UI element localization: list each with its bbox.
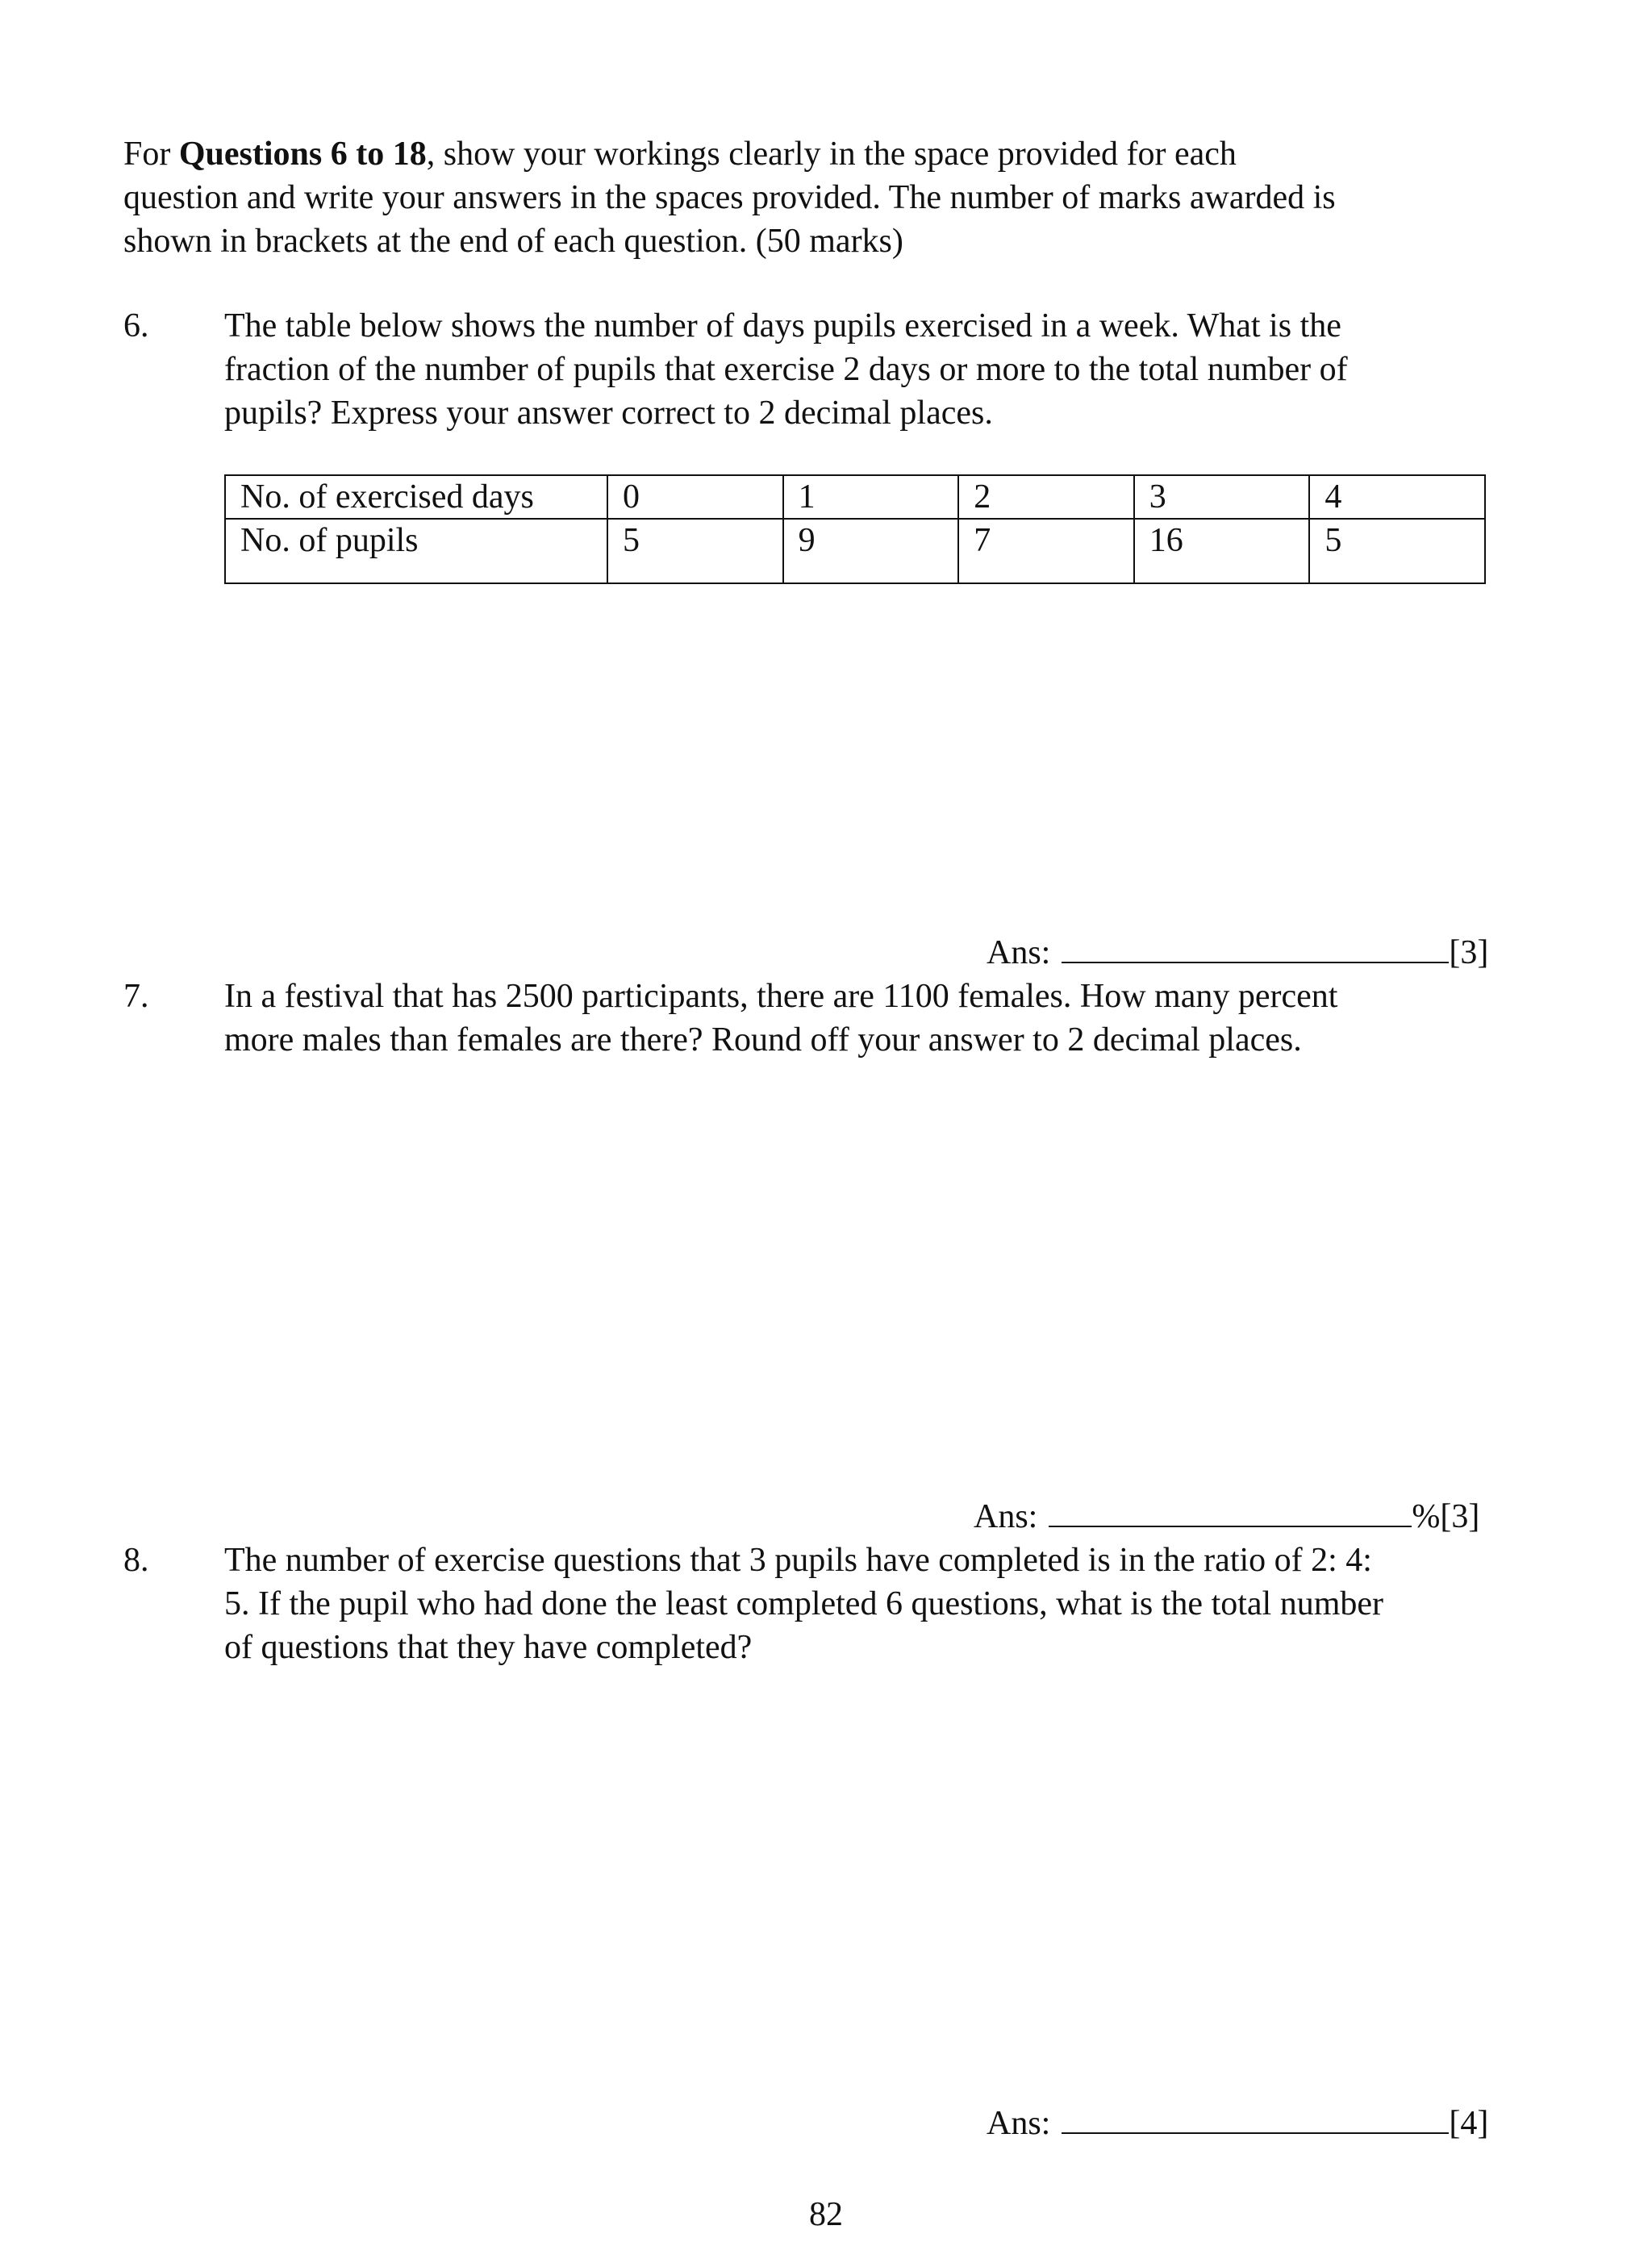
question-8-line-2: 5. If the pupil who had done the least completed 6 questions, what is the total number [224, 1585, 1384, 1622]
question-8-text [224, 1539, 1515, 1669]
answer-blank-line[interactable] [1049, 1497, 1412, 1527]
exercise-days-table [224, 474, 1486, 584]
question-7-answer [974, 1495, 1479, 1539]
question-8-number: 8. [123, 1542, 149, 1579]
question-7-line-2: more males than females are there? Round off your answer to 2 decimal places. [224, 1021, 1302, 1059]
answer-suffix: % [1412, 1498, 1441, 1535]
question-7-text [224, 975, 1515, 1062]
question-6-line-3: pupils? Express your answer correct to 2 decimal places. [224, 395, 993, 432]
table-cell-pupils: 5 [1309, 519, 1485, 583]
answer-marks: [3] [1449, 934, 1489, 971]
question-8-answer [987, 2102, 1488, 2145]
answer-label: Ans: [987, 2105, 1051, 2142]
table-cell-day: 1 [783, 475, 959, 519]
instructions-line-2: question and write your answers in the spaces provided. The number of marks awarded is [123, 179, 1336, 216]
answer-marks: [3] [1440, 1498, 1480, 1535]
question-6-line-2: fraction of the number of pupils that exercise 2 days or more to the total number of [224, 351, 1348, 388]
table-cell-pupils: 7 [958, 519, 1134, 583]
question-6-line-1: The table below shows the number of days pupils exercised in a week. What is the [224, 307, 1341, 344]
table-cell-day: 4 [1309, 475, 1485, 519]
table-row-pupils [225, 519, 1485, 583]
question-7-line-1: In a festival that has 2500 participants, there are 1100 females. How many percent [224, 978, 1338, 1015]
instructions-line-1-rest: , show your workings clearly in the space provided for each [426, 136, 1237, 173]
question-8-line-1: The number of exercise questions that 3 pupils have completed is in the ratio of 2: 4: [224, 1542, 1372, 1579]
answer-marks: [4] [1449, 2105, 1489, 2142]
instructions-line-3: shown in brackets at the end of each question. (50 marks) [123, 223, 903, 260]
instructions [123, 132, 1511, 263]
table-row-days [225, 475, 1485, 519]
question-7-number: 7. [123, 978, 149, 1015]
table-cell-day: 2 [958, 475, 1134, 519]
table-row-header-days: No. of exercised days [225, 475, 607, 519]
question-6-number: 6. [123, 307, 149, 344]
table-cell-day: 3 [1134, 475, 1310, 519]
table-row-header-pupils: No. of pupils [225, 519, 607, 583]
instructions-line-1 [123, 132, 1511, 176]
question-8-line-3: of questions that they have completed? [224, 1629, 753, 1666]
table-cell-pupils: 9 [783, 519, 959, 583]
table-cell-day: 0 [607, 475, 783, 519]
answer-label: Ans: [974, 1498, 1038, 1535]
answer-blank-line[interactable] [1062, 933, 1449, 963]
question-6-answer [987, 931, 1488, 975]
answer-blank-line[interactable] [1062, 2103, 1449, 2134]
question-6-text [224, 304, 1515, 435]
table-cell-pupils: 16 [1134, 519, 1310, 583]
instructions-bold-range: Questions 6 to 18 [178, 136, 427, 173]
instructions-prefix: For [123, 136, 179, 173]
answer-label: Ans: [987, 934, 1051, 971]
table-cell-pupils: 5 [607, 519, 783, 583]
page-number: 82 [809, 2196, 843, 2233]
